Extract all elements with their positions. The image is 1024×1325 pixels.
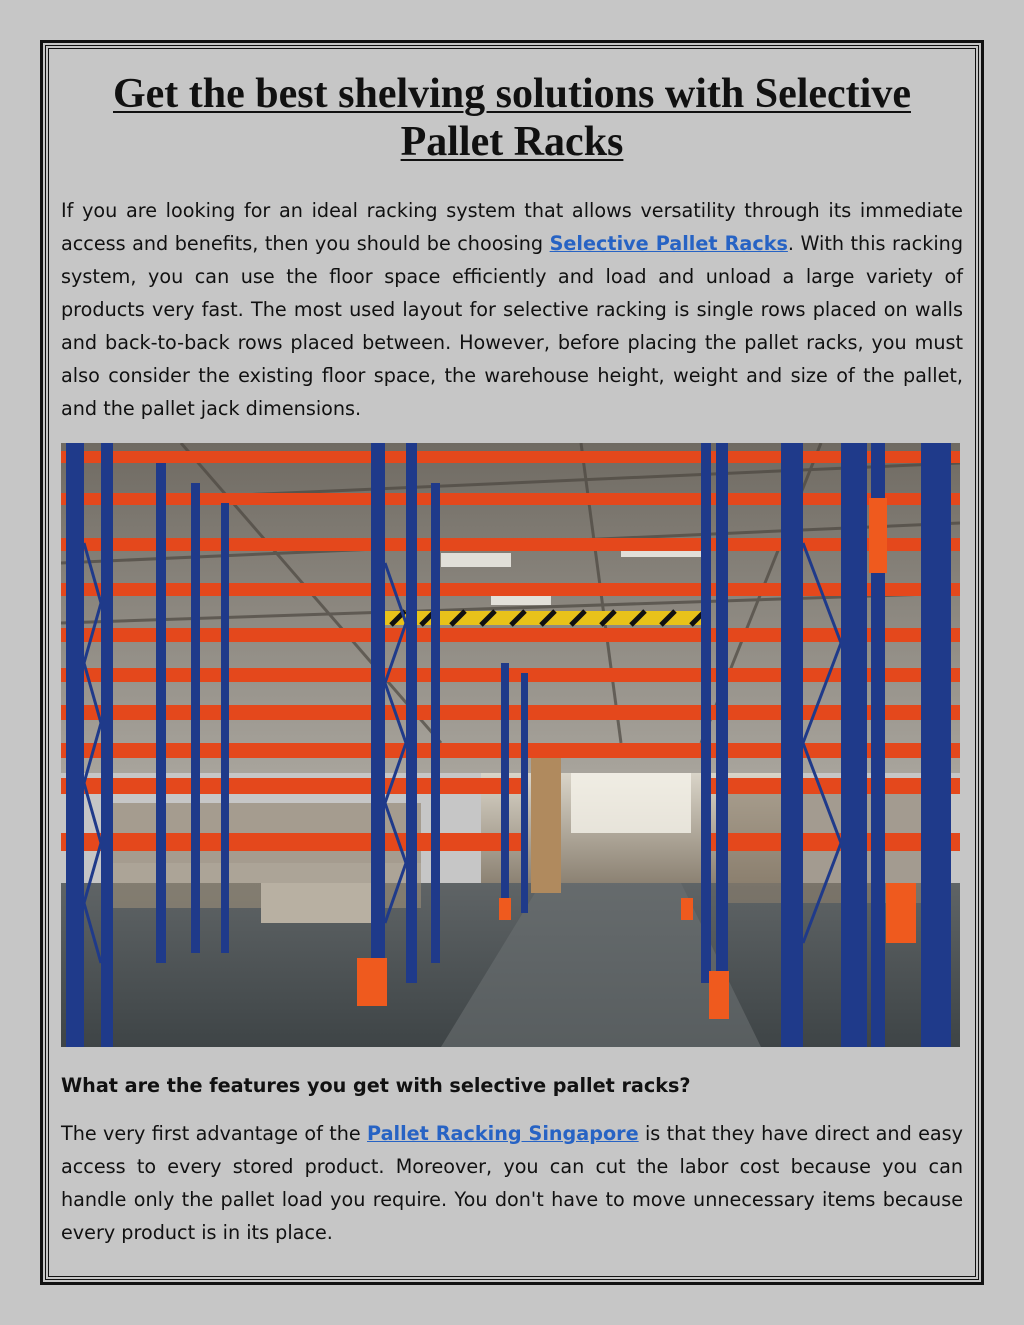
intro-paragraph [61, 194, 963, 425]
page-title: Get the best shelving solutions with Selective Pallet Racks [113, 71, 911, 165]
selective-pallet-racks-link[interactable]: Selective Pallet Racks [549, 232, 788, 255]
warehouse-pallet-racks-photo [61, 443, 960, 1047]
pallet-racking-singapore-link[interactable]: Pallet Racking Singapore [367, 1122, 639, 1145]
features-paragraph [61, 1117, 963, 1249]
features-heading: What are the features you get with selective pallet racks? [61, 1074, 691, 1097]
intro-text-start: If you are looking for an ideal racking system that allows versatility through its immediate access and benefits, then you should be choosing [61, 199, 963, 255]
page-content [61, 70, 963, 1249]
features-text-end: is that they have direct and easy access to every stored product. Moreover, you can cut the labor cost because you can handle only the pallet load you require. You don't have to move unnecessary items because every product is in its place. [61, 1122, 964, 1244]
intro-text-end: . With this racking system, you can use the floor space efficiently and load and unload a large variety of products very fast. The most used layout for selective racking is single rows placed on walls and back-to-back rows placed between. However, before placing the pallet racks, you must also consider the existing floor space, the warehouse height, weight and size of the pallet, and the pallet jack dimensions. [61, 232, 964, 420]
features-text-start: The very first advantage of the [61, 1122, 368, 1145]
